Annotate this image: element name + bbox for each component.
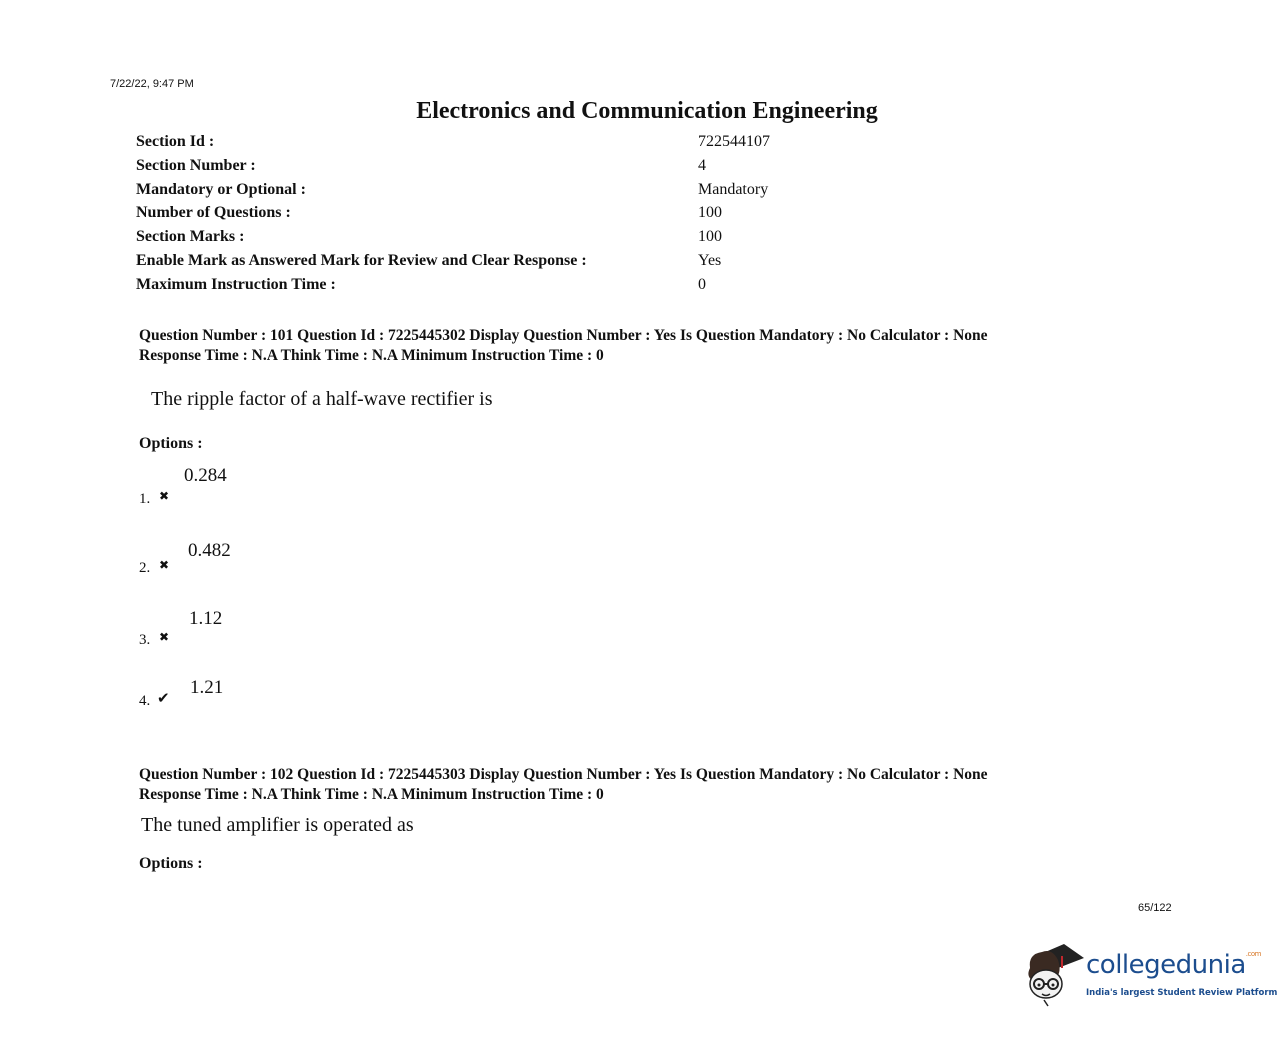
question-meta-line: Question Number : 102 Question Id : 7225445303 Display Question Number : Yes Is Question Mandatory : No Calculator : None [139, 766, 988, 783]
section-info-row [136, 252, 836, 276]
section-info-row [136, 276, 836, 300]
check-icon: ✔ [157, 689, 170, 707]
page-title: Electronics and Communication Engineering [416, 98, 878, 124]
option-number: 3. [139, 632, 151, 648]
collegedunia-logo [1022, 938, 1278, 1010]
section-info-value: 4 [698, 157, 706, 174]
section-info-label: Enable Mark as Answered Mark for Review and Clear Response : [136, 252, 587, 269]
section-info-label: Number of Questions : [136, 204, 291, 221]
section-info-value: 100 [698, 204, 722, 221]
section-info-row [136, 181, 836, 205]
cross-icon: ✖ [159, 489, 170, 503]
section-info-row [136, 157, 836, 181]
section-info-value: Mandatory [698, 181, 769, 198]
options-label: Options : [139, 855, 203, 872]
option-value: 1.21 [190, 677, 224, 698]
section-info-label: Maximum Instruction Time : [136, 276, 336, 293]
mascot-icon [1022, 938, 1086, 1010]
question-text: The tuned amplifier is operated as [141, 814, 414, 836]
question-meta-line: Response Time : N.A Think Time : N.A Minimum Instruction Time : 0 [139, 346, 604, 364]
page-number: 65/122 [1138, 902, 1172, 914]
option-value: 1.12 [189, 608, 223, 629]
cross-icon: ✖ [159, 558, 170, 572]
section-info-label: Section Marks : [136, 228, 245, 245]
question-meta-line: Response Time : N.A Think Time : N.A Minimum Instruction Time : 0 [139, 785, 604, 803]
option-value: 0.284 [184, 465, 227, 486]
option-number: 4. [139, 693, 151, 709]
option-number: 1. [139, 491, 151, 507]
section-info-value: Yes [698, 252, 722, 269]
section-info-row [136, 204, 836, 228]
question-header [139, 765, 1139, 804]
section-info-label: Section Id : [136, 133, 215, 150]
section-info-value: 100 [698, 228, 722, 245]
section-info-label: Mandatory or Optional : [136, 181, 306, 198]
section-info-label: Section Number : [136, 157, 256, 174]
section-info-row [136, 228, 836, 252]
brand-name: collegedunia$^{.com}$ [1086, 950, 1261, 980]
options-label: Options : [139, 435, 203, 452]
cross-icon: ✖ [159, 630, 170, 644]
question-text: The ripple factor of a half-wave rectifier is [151, 388, 493, 410]
section-info-value: 0 [698, 276, 706, 293]
option-number: 2. [139, 560, 151, 576]
question-meta-line: Question Number : 101 Question Id : 7225445302 Display Question Number : Yes Is Question Mandatory : No Calculator : None [139, 327, 988, 344]
print-timestamp: 7/22/22, 9:47 PM [110, 78, 194, 90]
option-value: 0.482 [188, 540, 231, 561]
section-info-row [136, 133, 836, 157]
brand-tagline: India's largest Student Review Platform [1086, 988, 1278, 998]
question-header [139, 326, 1139, 365]
section-info-value: 722544107 [698, 133, 770, 150]
